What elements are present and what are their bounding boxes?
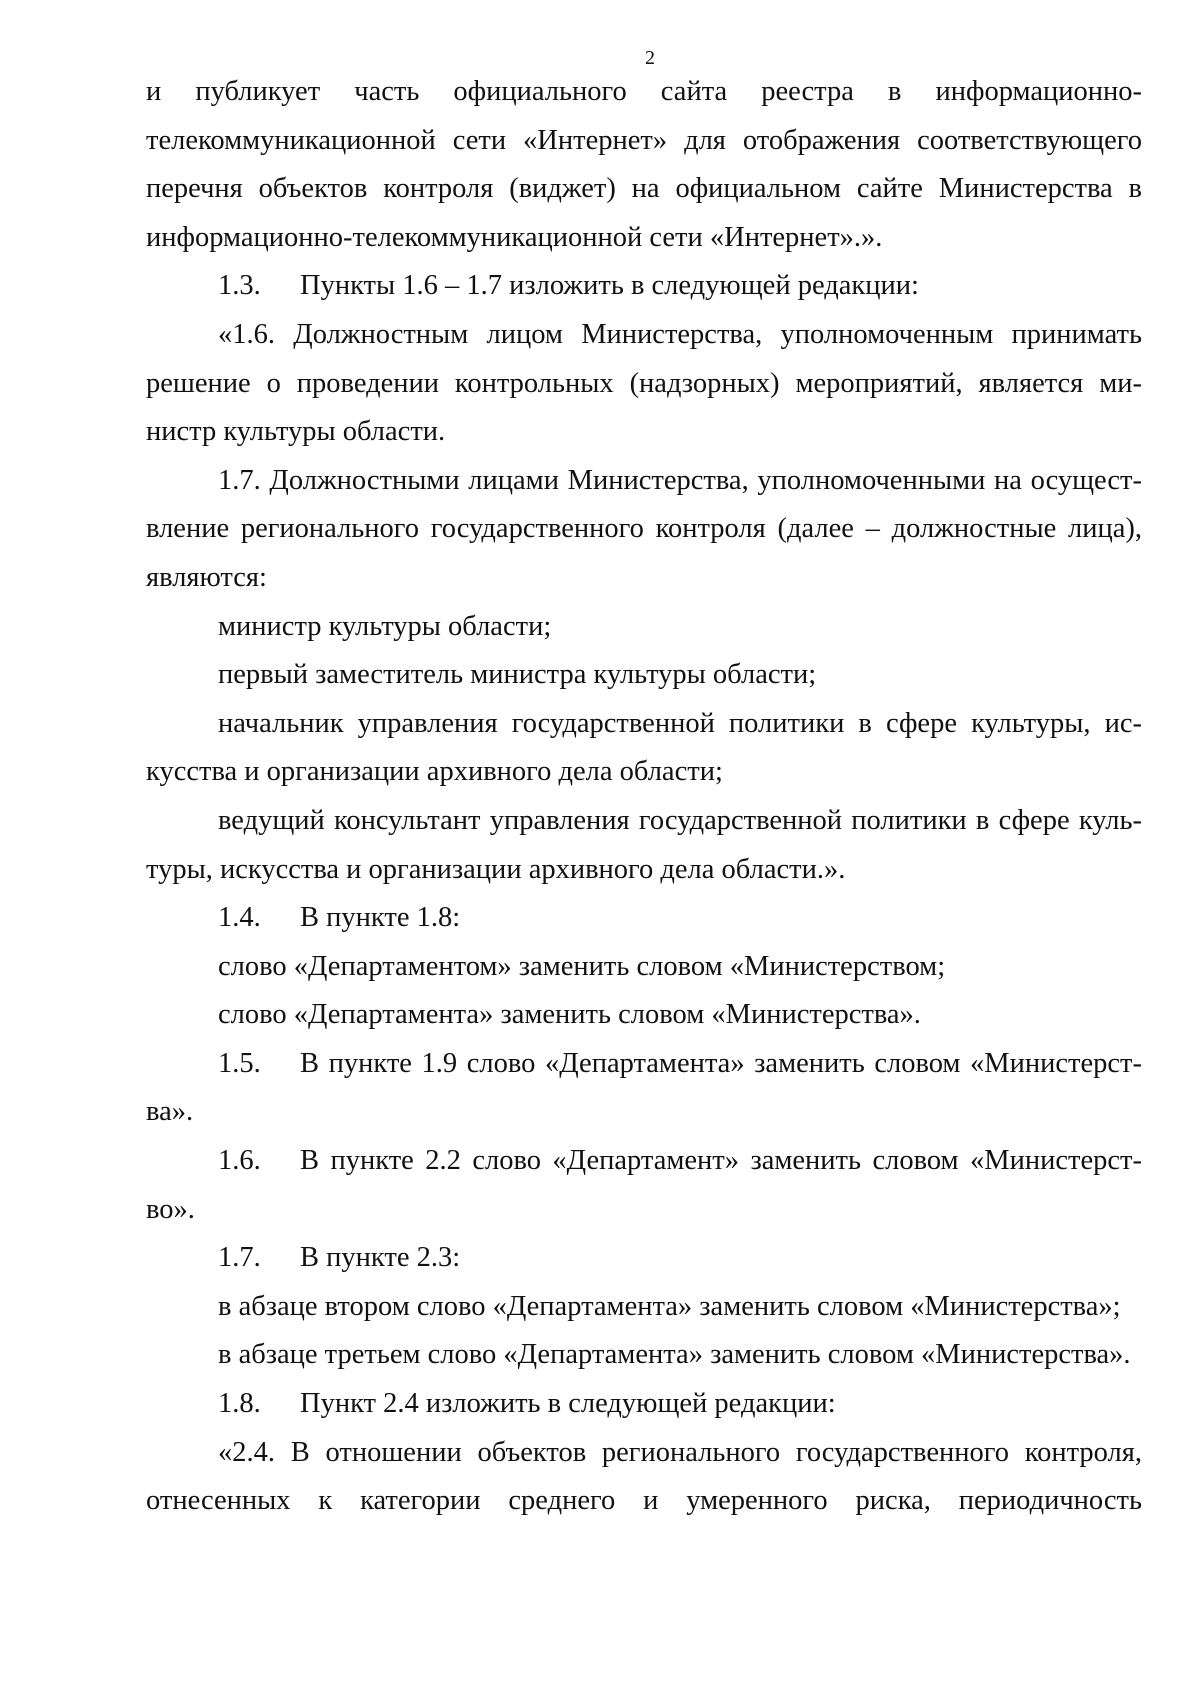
- text-line: [146, 651, 1142, 700]
- text-line: [146, 748, 1142, 797]
- line-text: первый заместитель министра культуры области;: [218, 659, 817, 691]
- page-number: 2: [645, 47, 655, 69]
- text-line: [146, 408, 1142, 457]
- line-text: перечня объектов контроля (виджет) на официальном сайте Министерства в: [146, 173, 1142, 205]
- text-line: [146, 554, 1142, 603]
- line-text: в абзаце втором слово «Департамента» заменить словом «Министерства»;: [218, 1290, 1121, 1322]
- line-text: 1.7. Должностными лицами Министерства, уполномоченными на осущест-: [218, 464, 1142, 496]
- text-line: [146, 1429, 1142, 1478]
- clause-number: 1.5.: [218, 1047, 261, 1079]
- text-line: [146, 1477, 1142, 1526]
- text-line: [146, 894, 1142, 943]
- text-line: [146, 700, 1142, 749]
- text-line: [146, 1088, 1142, 1137]
- line-text: Пункт 2.4 изложить в следующей редакции:: [300, 1388, 836, 1420]
- text-line: [146, 457, 1142, 506]
- line-text: слово «Департаментом» заменить словом «Министерством;: [218, 950, 946, 982]
- clause-number: 1.4.: [218, 902, 261, 934]
- line-text: телекоммуникационной сети «Интернет» для отображения соответствующего: [146, 124, 1142, 156]
- line-text: информационно-телекоммуникационной сети «Интернет».».: [146, 221, 883, 253]
- text-line: [146, 943, 1142, 992]
- line-text: нистр культуры области.: [146, 416, 446, 448]
- text-line: [146, 991, 1142, 1040]
- line-text: В пункте 2.3:: [300, 1242, 461, 1274]
- line-text: и публикует часть официального сайта реестра в информационно-: [146, 76, 1142, 107]
- text-line: [146, 360, 1142, 409]
- clause-number: 1.3.: [218, 270, 261, 302]
- line-text: Пункты 1.6 – 1.7 изложить в следующей редакции:: [300, 270, 919, 302]
- text-line: [146, 797, 1142, 846]
- line-text: кусства и организации архивного дела области;: [146, 756, 723, 788]
- line-text: ведущий консультант управления государственной политики в сфере куль-: [218, 804, 1142, 836]
- line-text: слово «Департамента» заменить словом «Министерства».: [218, 999, 921, 1031]
- text-line: [146, 1137, 1142, 1186]
- line-text: министр культуры области;: [218, 610, 552, 642]
- line-text: в абзаце третьем слово «Департамента» заменить словом «Министерства».: [218, 1339, 1131, 1371]
- clause-number: 1.8.: [218, 1388, 261, 1420]
- text-line: [146, 1040, 1142, 1089]
- clause-number: 1.6.: [218, 1145, 261, 1177]
- line-text: являются:: [146, 561, 267, 593]
- line-text: во».: [146, 1193, 195, 1225]
- line-text: туры, искусства и организации архивного дела области.».: [146, 853, 846, 885]
- text-line: [146, 117, 1142, 166]
- line-text: начальник управления государственной политики в сфере культуры, ис-: [218, 707, 1142, 739]
- text-line: [146, 1234, 1142, 1283]
- text-line: [146, 311, 1142, 360]
- document-body: [146, 68, 1142, 1526]
- line-text: В пункте 1.9 слово «Департамента» заменить словом «Министерст-: [300, 1047, 1142, 1079]
- text-line: [146, 1283, 1142, 1332]
- text-line: [146, 262, 1142, 311]
- text-line: [146, 214, 1142, 263]
- text-line: [146, 846, 1142, 895]
- text-line: [146, 68, 1142, 117]
- text-line: [146, 505, 1142, 554]
- text-line: [146, 1331, 1142, 1380]
- text-line: [146, 1380, 1142, 1429]
- line-text: В пункте 1.8:: [300, 902, 461, 934]
- line-text: отнесенных к категории среднего и умеренного риска, периодичность: [146, 1485, 1142, 1517]
- text-line: [146, 1186, 1142, 1235]
- text-line: [146, 603, 1142, 652]
- line-text: В пункте 2.2 слово «Департамент» заменить словом «Министерст-: [300, 1145, 1142, 1177]
- line-text: ва».: [146, 1096, 194, 1128]
- text-line: [146, 165, 1142, 214]
- line-text: вление регионального государственного контроля (далее – должностные лица),: [146, 513, 1142, 545]
- line-text: решение о проведении контрольных (надзорных) мероприятий, является ми-: [146, 367, 1142, 399]
- line-text: «1.6. Должностным лицом Министерства, уполномоченным принимать: [218, 318, 1142, 350]
- clause-number: 1.7.: [218, 1242, 261, 1274]
- line-text: «2.4. В отношении объектов регионального государственного контроля,: [218, 1436, 1142, 1468]
